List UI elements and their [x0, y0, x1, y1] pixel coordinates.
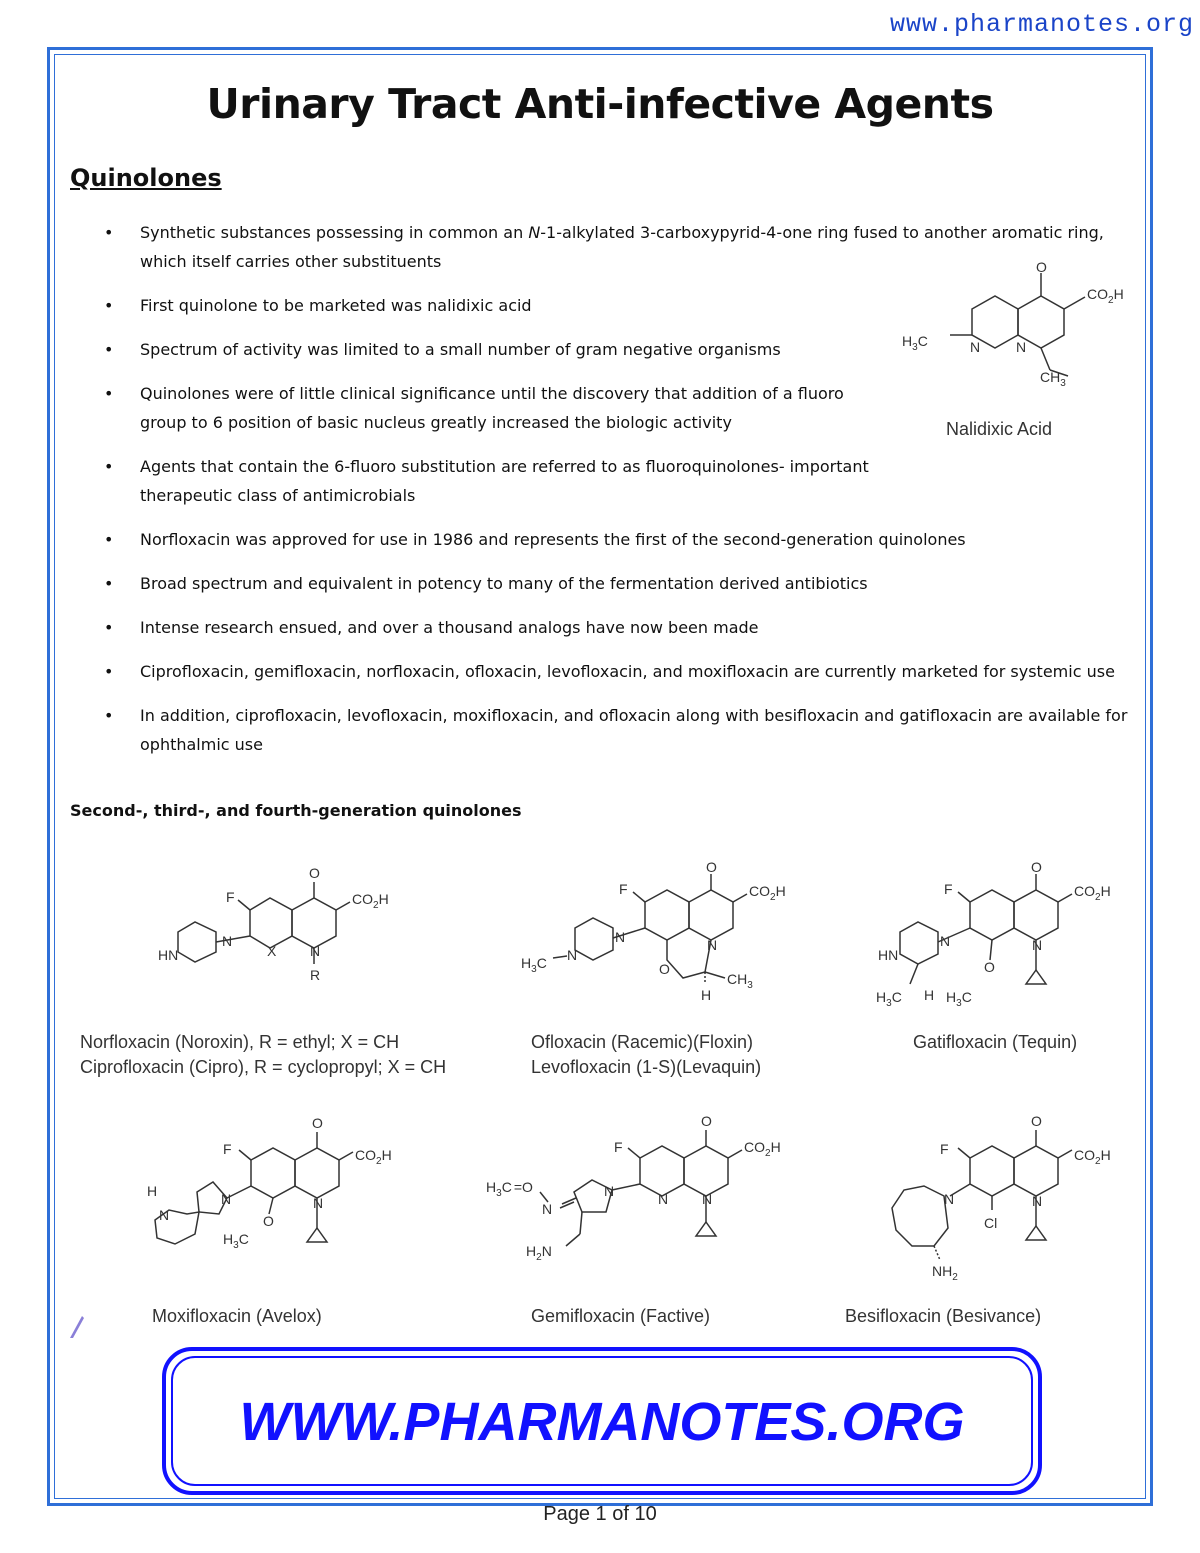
section-heading: Quinolones [70, 164, 222, 192]
svg-text:N: N [615, 929, 626, 945]
bullet-item: • Ciprofloxacin, gemifloxacin, norfloxacin, ofloxacin, levofloxacin, and moxifloxacin are currently marketed for systemic use [70, 657, 1130, 686]
svg-text:O: O [309, 865, 320, 881]
norfloxacin-structure [150, 860, 420, 990]
svg-text:N: N [604, 1183, 615, 1199]
bullet-item: • Norfloxacin was approved for use in 1986 and represents the first of the second-generation quinolones [70, 525, 1130, 554]
ofloxacin-structure [515, 860, 815, 1010]
svg-text:H2N: $H_2N$ [526, 1243, 552, 1263]
bullet-item: • Quinolones were of little clinical significance until the discovery that addition of a fluoro group to 6 position of basic nucleus greatly increased the biologic activity [70, 379, 880, 437]
svg-text:N: N [313, 1195, 324, 1211]
bullet-item: • First quinolone to be marketed was nalidixic acid [70, 291, 880, 320]
bullet-text-italic: N [528, 223, 541, 242]
svg-text:O: O [984, 959, 995, 975]
svg-text:N: N [1032, 1193, 1043, 1209]
svg-text:F: F [940, 1141, 949, 1157]
svg-text:F: F [619, 881, 628, 897]
svg-text:O: O [659, 961, 670, 977]
svg-text:O: O [701, 1113, 712, 1129]
caption-gatifloxacin: Gatifloxacin (Tequin) [913, 1032, 1078, 1052]
svg-text:CO2H: $CO_2H$ [744, 1139, 781, 1159]
svg-text:F: F [223, 1141, 232, 1157]
caption-besifloxacin: Besifloxacin (Besivance) [845, 1306, 1042, 1326]
moxifloxacin-structure [135, 1110, 425, 1280]
svg-text:H3C: $H_3C$ [902, 333, 928, 353]
caption-moxifloxacin: Moxifloxacin (Avelox) [152, 1306, 322, 1326]
svg-text:N: N [970, 339, 981, 355]
svg-text:CO2H: $CO_2H$ [352, 891, 389, 911]
besifloxacin-structure [870, 1110, 1130, 1280]
page-title: Urinary Tract Anti-infective Agents [206, 80, 994, 128]
page-number: Page 1 of 10 [543, 1503, 657, 1525]
caption-levofloxacin: Levofloxacin (1-S)(Levaquin) [531, 1057, 762, 1077]
svg-text:N: N [159, 1207, 170, 1223]
svg-text:CH3: $CH_3$ [1040, 369, 1066, 389]
caption-ofloxacin: Ofloxacin (Racemic)(Floxin) [531, 1032, 754, 1052]
svg-text:F: F [226, 889, 235, 905]
gemifloxacin-structure [480, 1110, 810, 1270]
svg-text:H: H [701, 987, 712, 1003]
svg-text:R: R [310, 967, 321, 983]
svg-text:F: F [614, 1139, 623, 1155]
nalidixic-acid-structure [890, 255, 1130, 395]
svg-text:N: N [1016, 339, 1027, 355]
svg-text:N: N [221, 1191, 232, 1207]
caption-ciprofloxacin: Ciprofloxacin (Cipro), R = cyclopropyl; X = CH [80, 1057, 447, 1077]
bullet-item: • Intense research ensued, and over a thousand analogs have now been made [70, 613, 1130, 642]
svg-text:O: O [1031, 1113, 1042, 1129]
svg-text:Cl: Cl [984, 1215, 998, 1231]
svg-text:N: N [940, 933, 951, 949]
svg-text:N: N [542, 1201, 553, 1217]
bullet-text-pre: Synthetic substances possessing in common an [140, 223, 529, 242]
caption-norfloxacin: Norfloxacin (Noroxin), R = ethyl; X = CH [80, 1032, 400, 1052]
bullet-item: • In addition, ciprofloxacin, levofloxacin, moxifloxacin, and ofloxacin along with besifloxacin and gatifloxacin are available for ophthalmic use [70, 701, 1130, 759]
svg-text:CO2H: $CO_2H$ [355, 1147, 392, 1167]
svg-text:NH2: $NH_2$ [932, 1263, 958, 1280]
svg-text:CO2H: $CO_2H$ [1074, 883, 1111, 903]
bullet-item: • Spectrum of activity was limited to a small number of gram negative organisms [70, 335, 880, 364]
caption-nalidixic-acid: Nalidixic Acid [946, 419, 1053, 439]
svg-text:H: H [147, 1183, 158, 1199]
svg-text:HN: HN [158, 947, 179, 963]
svg-text:O: O [1031, 860, 1042, 875]
website-banner-text: WWW.PHARMANOTES.ORG [239, 1392, 965, 1452]
svg-text:N: N [310, 943, 321, 959]
svg-text:H: H [924, 987, 935, 1003]
generations-subheading: Second-, third-, and fourth-generation quinolones [70, 801, 522, 820]
svg-text:O: O [706, 860, 717, 875]
svg-text:N: N [702, 1191, 713, 1207]
bullet-item: • Broad spectrum and equivalent in potency to many of the fermentation derived antibiotics [70, 569, 1130, 598]
site-url[interactable]: www.pharmanotes.org [889, 10, 1194, 39]
svg-text:N: N [567, 947, 578, 963]
gatifloxacin-structure [870, 860, 1130, 1010]
svg-text:O: O [1036, 259, 1047, 275]
svg-text:N: N [707, 937, 718, 953]
svg-text:F: F [944, 881, 953, 897]
pen-mark-icon [66, 1314, 86, 1340]
svg-text:H3C: $H_3C$ [946, 989, 972, 1009]
bullet-text-post: -1-alkylated 3-carboxypyrid-4-one ring fused to another aromatic ring, which itself carries other substituents [140, 223, 1104, 271]
svg-text:X: X [267, 943, 277, 959]
svg-text:N: N [658, 1191, 669, 1207]
svg-text:CO2H: $CO_2H$ [1087, 286, 1124, 306]
svg-text:N: N [944, 1191, 955, 1207]
svg-text:O: O [263, 1213, 274, 1229]
svg-text:H3C: $H_3C$ [223, 1231, 249, 1251]
bullet-item: • Agents that contain the 6-fluoro substitution are referred to as fluoroquinolones- important therapeutic class of antimicrobials [70, 452, 880, 510]
svg-text:CO2H: $CO_2H$ [749, 883, 786, 903]
svg-text:H3C=O: $H_3C =O$ [486, 1179, 533, 1199]
svg-text:CH3: $CH_3$ [727, 971, 753, 991]
svg-text:N: N [222, 933, 233, 949]
website-banner[interactable] [162, 1347, 1042, 1495]
svg-text:H3C: $H_3C$ [876, 989, 902, 1009]
svg-text:N: N [1032, 937, 1043, 953]
svg-text:HN: HN [878, 947, 899, 963]
svg-text:CO2H: $CO_2H$ [1074, 1147, 1111, 1167]
caption-gemifloxacin: Gemifloxacin (Factive) [531, 1306, 711, 1326]
svg-text:O: O [312, 1115, 323, 1131]
svg-text:H3C: $H_3C$ [521, 955, 547, 975]
